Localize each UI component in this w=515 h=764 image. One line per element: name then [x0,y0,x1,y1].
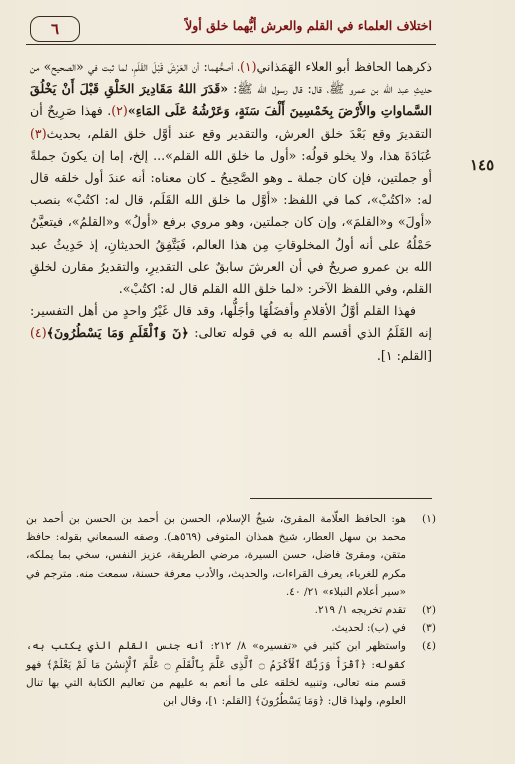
footnote-item [26,619,436,637]
footnotes [26,510,436,710]
footnote-item [26,601,436,619]
footnote-marker[interactable]: (٤) [30,325,47,341]
footnote-item [26,637,436,710]
quoted-text: ﴿نٓ وَٱلْقَلَمِ وَمَا يَسْطُرُونَ﴾ [46,325,189,341]
footnote-text: في (ب): لحديث. [331,622,406,635]
main-text [30,56,432,367]
footnote-marker[interactable]: (٣) [30,125,47,141]
footnote-number: (٣) [422,622,436,635]
text-run: فهذا القلم أوَّلُ الأقلامِ وأفضَلُهَا وأجَلُّها، وقد قال غَيْرُ واحدٍ من أهل التفسير: إنه القَلَمُ الذي أقسم الله به في قوله تعالى: [30,303,432,341]
quoted-text: «قَدَرَ اللهُ مَقَادِيرَ الخَلْقِ قَبْلَ أَنْ يَخْلُقَ السَّماواتِ والأَرْضَ بِخَمْسِينَ أَلْفَ سَنَةٍ، وَعَرْشُهُ عَلَى المَاءِ» [30,81,432,119]
footnote-number: (٤) [422,640,436,653]
footnote-text: تقدم تخريجه ١/ ٢١٩. [314,604,406,617]
footnote-number: (٢) [422,604,436,617]
footnote-item [26,510,436,601]
page-header [26,10,436,45]
footnote-marker[interactable]: (١) [239,59,257,74]
text-run: [القلم: ١]. [376,347,432,363]
footnote-number: (١) [422,513,436,525]
body-paragraph [30,300,432,367]
footnote-divider [250,498,432,499]
body-paragraph [30,56,432,300]
text-run: ، أصحُّهما: أن العَرْشَ قَبْلَ القَلَمِ، لما ثبت في «الصحيح» من حديثِ عبد الله بن عمرو ﷺ، قال: قال رسول الله ﷺ: [30,59,432,97]
footnote-marker[interactable]: (٢) [111,103,128,119]
text-run: ذكرهما الحافظ أبو العلاء الهَمَذاني [256,59,433,74]
text-run: عُبَادَةَ هذا، ولا يخلو قولُه: «أول ما خلق الله القلم»... إلخ، إما إن يكونَ جملةً أو جملتين، فإن كان جملة ـ وهو الصَّحِيحُ ـ كان معناه: أنه عندَ أول خلقه قال له: «اكتُبْ»، كما في اللفظ: «أوَّل ما خلق الله القَلَم، قال له: اكتُبْ» بنصب «أولَ» و«القلمَ»، وإن كان جملتين، وهو مروي برفع «أولُ» و«القلمُ»، فيتعيَّنُ حَمْلُهُ على أنه أولُ المخلوقاتِ مِن هذا العالم، فَيَتَّفِقُ الحديثانِ، إذ حَدِيثُ عبد الله بن عمرو صريحٌ في أن العرشَ سابقٌ على التقديرِ، والتقديرُ مقارن لخلقِ القلم، وفي اللفظ الآخر: «لما خلق الله القلم قال له: اكتُبْ». [30,147,432,297]
text-run: . فهذا صَرِيحٌ أن التقديرَ وقع بَعْدَ خلق العرش، والتقدير وقع عند أوَّل خلق القلم، بحديث [30,103,432,141]
footnote-text: واستظهر ابن كثير في «تفسيره» ٨/ ٢١٢: أنه جنس القلم الذي يكتب به، كقوله: ﴿ٱقْرَأْ وَرَبُّكَ ٱلْأَكْرَمُ ۝ ٱلَّذِى عَلَّمَ بِٱلْقَلَمِ ۝ عَلَّمَ ٱلْإِنسَٰنَ مَا لَمْ يَعْلَمْ﴾ فهو قسم منه تعالى، وتنبيه لخلقه على ما أنعم به عليهم من تعاليم الكتابة التي بها تنال العلوم، ولهذا قال: ﴿وَمَا يَسْطُرُونَ﴾ [القلم: ١]، وقال ابن [26,640,406,708]
margin-number: ١٤٥ [470,156,495,174]
footnote-text: هو: الحافظ العلّامة المقرئ، شيخُ الإسلام، الحسن بن أحمد بن الحسن بن أحمد بن محمد بن سهل العطار، شيخ همذان المتوفى (٥٦٩هـ). وصفه السمعاني بقوله: حافظ متقن، ومقرئ فاضل، حسن السيرة، مرضي الطريقة، عزيز النفس، سخي بما يملكه، مكرم للغرباء، يعرف القراءات، والحديث، والأدب معرفة حسنة، سمعت منه. مترجم في «سير أعلام النبلاء» ٢١/ ٤٠. [26,513,406,598]
running-title: اختلاف العلماء في القلم والعرش أيُّهما خلق أولاً [185,18,432,33]
page-number-box [30,16,80,42]
page-number: ٦ [50,20,60,38]
